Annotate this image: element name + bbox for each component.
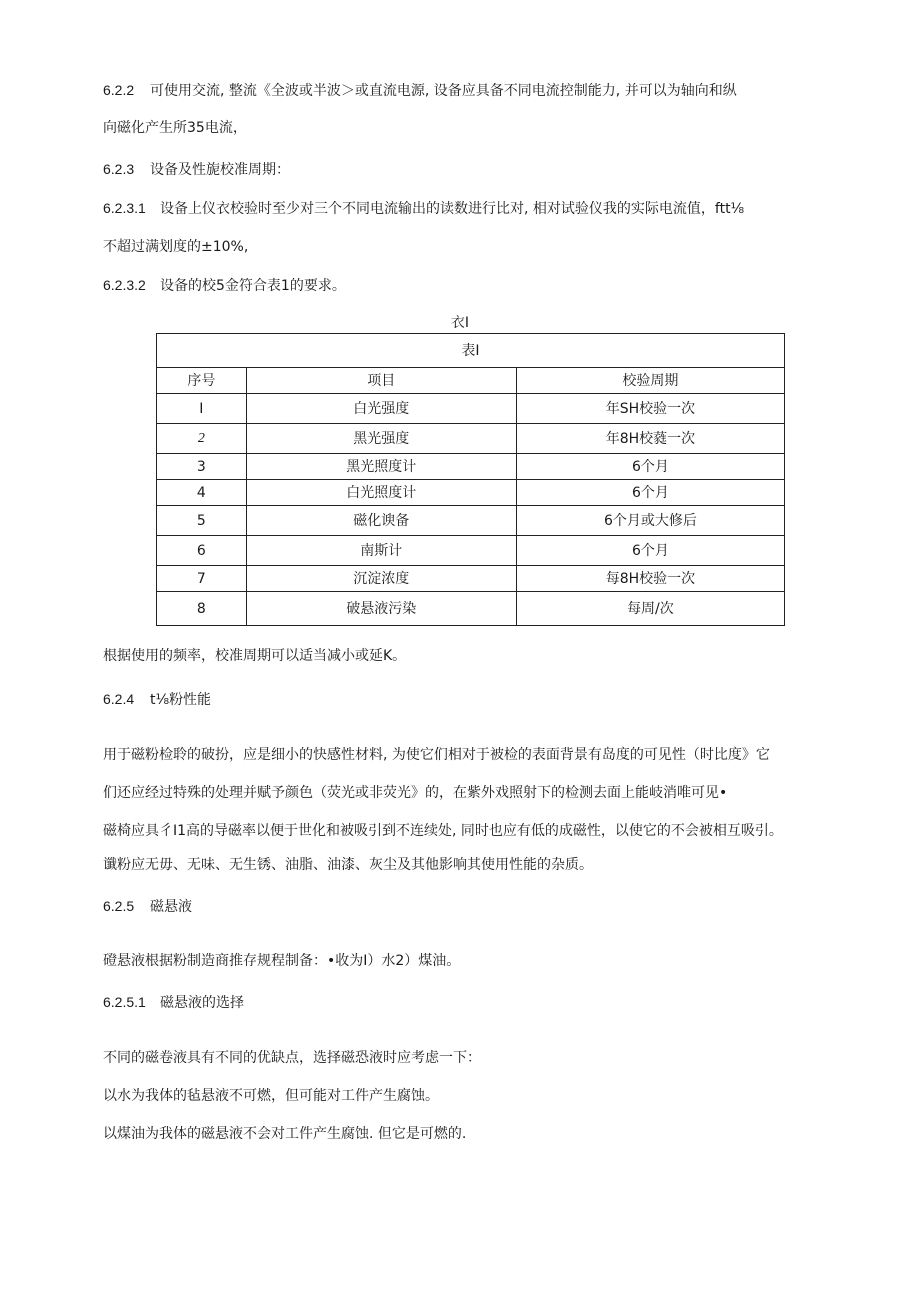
para-6-2-4-line4: 谶粉应无毋、无味、无生锈、油脂、油漆、灰尘及其他影响其使用性能的杂质。	[103, 857, 593, 873]
table-note: 根据使用的频率，校准周期可以适当减小或延K。	[103, 648, 407, 664]
para-6-2-3-1-line2: 不超过满划度的±10%,	[103, 239, 249, 255]
table-row	[157, 454, 785, 480]
cell-no: 7	[157, 566, 247, 592]
section-number: 6.2.3.2	[103, 277, 146, 293]
heading-text: 磁悬液	[150, 899, 192, 915]
cell-no: 6	[157, 536, 247, 566]
section-number: 6.2.2	[103, 82, 135, 98]
cell-no: 8	[157, 592, 247, 626]
table-row	[157, 424, 785, 454]
cell-no: 3	[157, 454, 247, 480]
cell-item: 黑光强度	[246, 424, 516, 454]
header-item: 项目	[246, 368, 516, 394]
heading-text: 磁悬液的选择	[160, 995, 244, 1011]
heading-6-2-5	[103, 896, 192, 917]
header-no: 序号	[157, 368, 247, 394]
heading-6-2-4	[103, 689, 211, 710]
cell-period: 6个月	[516, 536, 784, 566]
table-row	[157, 536, 785, 566]
para-text: 设备上仪衣校验时至少对三个不同电流输出的读数进行比对, 相对试验仪我的实际电流值，ftt⅛	[160, 201, 745, 217]
section-number: 6.2.3	[103, 161, 135, 177]
table-row	[157, 566, 785, 592]
para-6-2-4-line1: 用于磁粉检聆的破扮，应是细小的快感性材料, 为使它们相对于被检的表面背景有岛度的可见性（时比度》它	[103, 747, 770, 763]
table-row	[157, 592, 785, 626]
cell-item: 白光照度计	[246, 480, 516, 506]
cell-item: 破悬液污染	[246, 592, 516, 626]
cell-no: I	[157, 394, 247, 424]
cell-item: 南斯计	[246, 536, 516, 566]
para-6-2-5: 磴悬液根据粉制造商推存规程制备：•收为I）水2）煤油。	[103, 953, 461, 969]
para-6-2-2-line1	[103, 80, 737, 101]
section-number: 6.2.4	[103, 691, 135, 707]
heading-text: 设备及性旎校准周期：	[150, 162, 290, 178]
heading-text: t⅛粉性能	[150, 692, 212, 708]
table-header-row	[157, 368, 785, 394]
cell-period: 每8H校验一次	[516, 566, 784, 592]
para-6-2-2-line2: 向磁化产生所35电流，	[103, 120, 247, 136]
cell-item: 白光强度	[246, 394, 516, 424]
para-text: 设备的校5金符合表1的要求。	[160, 278, 346, 294]
section-number: 6.2.5	[103, 898, 135, 914]
section-number: 6.2.5.1	[103, 994, 146, 1010]
calibration-table	[156, 333, 785, 626]
para-6-2-4-line2: 们还应经过特殊的处理并赋予颜色（荧光或非荧光》的，在紫外戏照射下的检测去面上能岐消唯可见•	[103, 785, 728, 801]
heading-6-2-3	[103, 159, 290, 180]
cell-period: 6个月或大修后	[516, 506, 784, 536]
cell-period: 年8H校蕤一次	[516, 424, 784, 454]
para-6-2-5-1-line2: 以水为我体的毡悬液不可燃，但可能对工件产生腐蚀。	[103, 1088, 439, 1104]
table-inner-title: 表I	[157, 334, 785, 368]
cell-period: 每周/次	[516, 592, 784, 626]
para-6-2-5-1-line3: 以煤油为我体的磁悬液不会对工件产生腐蚀. 但它是可燃的.	[103, 1126, 467, 1142]
table-row	[157, 506, 785, 536]
header-period: 校验周期	[516, 368, 784, 394]
cell-period: 6个月	[516, 454, 784, 480]
table-caption: 衣I	[450, 315, 470, 331]
para-text: 可使用交流, 整流《全波或半波＞或直流电源, 设备应具备不同电流控制能力, 并可以为轴向和纵	[150, 83, 737, 99]
para-6-2-3-1-line1	[103, 198, 744, 219]
cell-no: 4	[157, 480, 247, 506]
cell-item: 沉淀浓度	[246, 566, 516, 592]
para-6-2-3-2	[103, 275, 346, 296]
table-row	[157, 480, 785, 506]
cell-no: 5	[157, 506, 247, 536]
table-title-row	[157, 334, 785, 368]
para-6-2-4-line3: 磁椅应具彳I1高的导磁率以便于世化和被吸引到不连续处, 同时也应有低的成磁性，以使它的不会被相互吸引。	[103, 823, 783, 839]
cell-item: 磁化谀备	[246, 506, 516, 536]
section-number: 6.2.3.1	[103, 200, 146, 216]
heading-6-2-5-1	[103, 992, 244, 1013]
cell-item: 黑光照度计	[246, 454, 516, 480]
cell-period: 年SH校验一次	[516, 394, 784, 424]
cell-period: 6个月	[516, 480, 784, 506]
table-row	[157, 394, 785, 424]
para-6-2-5-1-line1: 不同的磁卷液具有不同的优缺点，选择磁恐液时应考虑一下：	[103, 1050, 481, 1066]
cell-no: 2	[157, 424, 247, 454]
